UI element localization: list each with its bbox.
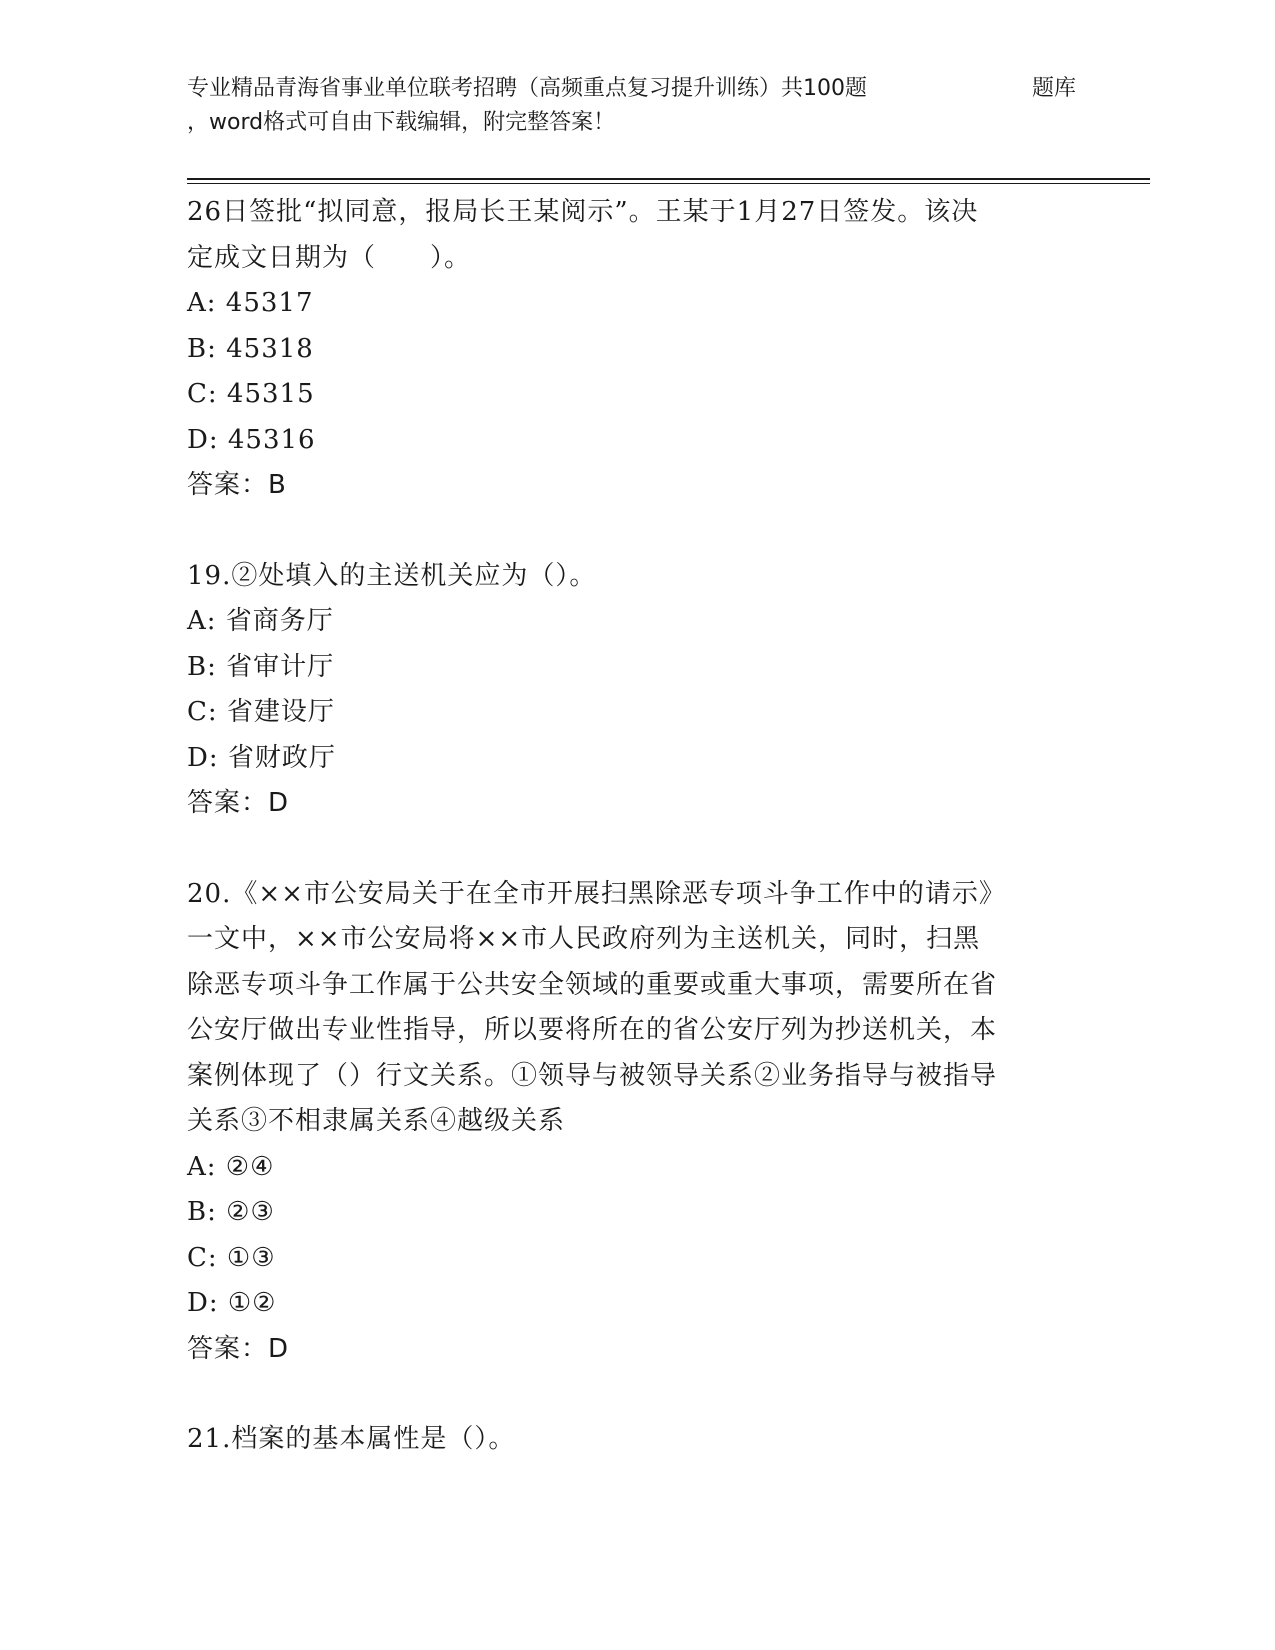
- header-subtitle: ，word格式可自由下载编辑，附完整答案！: [187, 110, 616, 135]
- question-stem: 20.《××市公安局关于在全市开展扫黑除恶专项斗争工作中的请示》: [187, 878, 1006, 909]
- question-18: [187, 190, 1087, 509]
- option-b: B: ②③: [187, 1197, 275, 1227]
- answer: 答案：D: [187, 788, 290, 818]
- question-21: [187, 1417, 1087, 1463]
- question-stem: 一文中，××市公安局将××市人民政府列为主送机关，同时，扫黑: [187, 924, 981, 954]
- question-stem: 关系③不相隶属关系④越级关系: [187, 1106, 566, 1136]
- question-stem: 定成文日期为（ ）。: [187, 242, 472, 273]
- option-a: A: 45317: [187, 288, 314, 318]
- header-library-label: 题库: [1032, 76, 1077, 101]
- question-stem: 26日签批“拟同意，报局长王某阅示”。王某于1月27日签发。该决: [187, 197, 979, 227]
- option-d: D: ①②: [187, 1288, 277, 1318]
- question-stem: 19.②处填入的主送机关应为（）。: [187, 560, 597, 591]
- question-stem: 21.档案的基本属性是（）。: [187, 1424, 516, 1454]
- option-d: D: 45316: [187, 424, 316, 455]
- answer: 答案：D: [187, 1333, 290, 1364]
- answer: 答案：B: [187, 470, 287, 500]
- option-c: C: 省建设厅: [187, 697, 335, 727]
- header-rule-thin: [187, 183, 1150, 184]
- option-b: B: 省审计厅: [187, 651, 335, 682]
- question-19: [187, 554, 1087, 827]
- option-a: A: 省商务厅: [187, 606, 334, 636]
- option-b: B: 45318: [187, 333, 314, 364]
- question-stem: 案例体现了（）行文关系。①领导与被领导关系②业务指导与被指导: [187, 1060, 998, 1091]
- page-header: [187, 72, 1147, 140]
- question-stem: 除恶专项斗争工作属于公共安全领域的重要或重大事项，需要所在省: [187, 969, 998, 1000]
- option-a: A: ②④: [187, 1151, 275, 1182]
- question-20: [187, 872, 1087, 1373]
- header-rule-thick: [187, 178, 1150, 180]
- header-title: 专业精品青海省事业单位联考招聘（高频重点复习提升训练）共100题: [187, 76, 867, 101]
- option-c: C: 45315: [187, 379, 315, 409]
- option-c: C: ①③: [187, 1242, 276, 1273]
- question-content: [187, 190, 1087, 1463]
- option-d: D: 省财政厅: [187, 742, 336, 773]
- question-stem: 公安厅做出专业性指导，所以要将所在的省公安厅列为抄送机关，本: [187, 1015, 998, 1045]
